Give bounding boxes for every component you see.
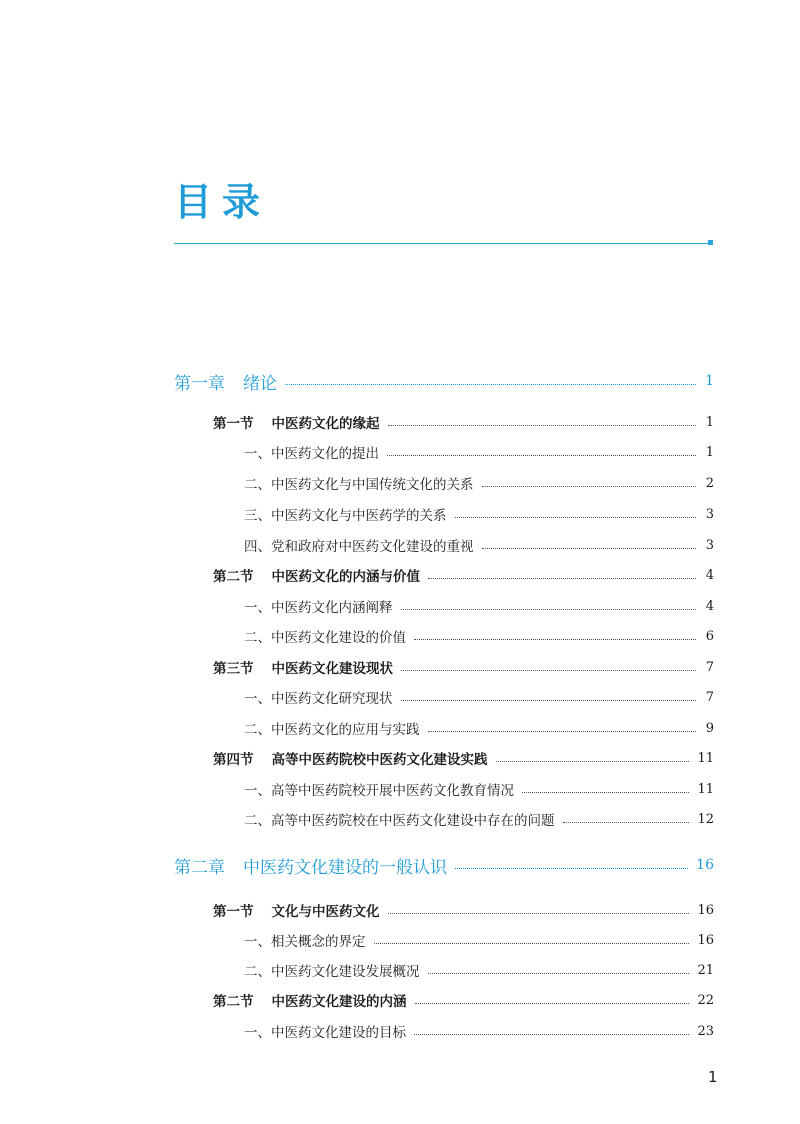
chapter-title: 中医药文化建设的一般认识 <box>243 857 447 878</box>
toc-page-number: 7 <box>705 689 714 705</box>
dot-leader <box>455 868 688 869</box>
toc-item-entry <box>244 471 714 495</box>
dot-leader <box>401 670 696 671</box>
dot-leader <box>414 639 696 640</box>
section-title: 中医药文化的内涵与价值 <box>271 569 420 585</box>
toc-page-number: 16 <box>697 902 714 918</box>
dot-leader <box>428 973 690 974</box>
section-number: 第一节 <box>213 904 254 920</box>
toc-item-entry <box>244 624 714 648</box>
toc-page-number: 2 <box>705 475 714 491</box>
toc-section-entry <box>213 563 714 587</box>
dot-leader <box>522 792 689 793</box>
toc-entry-label <box>213 990 407 1010</box>
toc-entry-label <box>174 853 447 878</box>
item-title: 二、中医药文化的应用与实践 <box>244 722 420 738</box>
toc-item-entry <box>244 1019 714 1043</box>
section-title: 中医药文化建设现状 <box>271 661 393 677</box>
toc-page-number: 16 <box>696 857 714 873</box>
item-title: 一、高等中医药院校开展中医药文化教育情况 <box>244 783 514 799</box>
item-title: 四、党和政府对中医药文化建设的重视 <box>244 539 474 555</box>
toc-page-number: 1 <box>705 444 714 460</box>
dot-leader <box>285 384 696 385</box>
toc-page-number: 1 <box>705 373 714 389</box>
toc-section-entry <box>213 655 714 679</box>
toc-entry-label <box>244 687 393 707</box>
toc-item-entry <box>244 958 714 982</box>
dot-leader <box>428 731 697 732</box>
dot-leader <box>482 486 697 487</box>
dot-leader <box>401 700 697 701</box>
chapter-title: 绪论 <box>243 373 277 394</box>
toc-section-entry <box>213 898 714 922</box>
item-title: 二、高等中医药院校在中医药文化建设中存在的问题 <box>244 813 555 829</box>
toc-entry-label <box>244 535 474 555</box>
section-number: 第四节 <box>213 752 254 768</box>
toc-page-number: 12 <box>697 811 714 827</box>
toc-item-entry <box>244 685 714 709</box>
toc-entry-label <box>244 809 555 829</box>
toc-item-entry <box>244 533 714 557</box>
section-title: 高等中医药院校中医药文化建设实践 <box>271 752 488 768</box>
dot-leader <box>496 761 690 762</box>
toc-page-number: 16 <box>697 932 714 948</box>
dot-leader <box>563 822 690 823</box>
item-title: 一、中医药文化内涵阐释 <box>244 600 393 616</box>
toc-entry-label <box>174 369 277 394</box>
dot-leader <box>415 1003 690 1004</box>
page-number: 1 <box>708 1068 718 1086</box>
toc-entry-label <box>244 596 393 616</box>
toc-page-number: 3 <box>705 506 714 522</box>
dot-leader <box>482 548 697 549</box>
toc-entry-label <box>244 473 474 493</box>
section-title: 中医药文化建设的内涵 <box>271 994 407 1010</box>
toc-page-number: 3 <box>705 537 714 553</box>
toc-page-number: 1 <box>705 414 714 430</box>
section-number: 第一节 <box>213 416 254 432</box>
toc-entry-label <box>213 900 380 920</box>
dot-leader <box>388 913 690 914</box>
toc-item-entry <box>244 928 714 952</box>
toc-page-number: 9 <box>705 720 714 736</box>
section-title: 文化与中医药文化 <box>271 904 380 920</box>
toc-item-entry <box>244 777 714 801</box>
dot-leader <box>455 517 697 518</box>
toc-item-entry <box>244 440 714 464</box>
toc-section-entry <box>213 410 714 434</box>
dot-leader <box>428 578 696 579</box>
toc-chapter-entry <box>174 853 714 877</box>
page-title: 目录 <box>174 180 271 224</box>
toc-section-entry <box>213 988 714 1012</box>
section-number: 第二节 <box>213 569 254 585</box>
toc-entry-label <box>213 748 488 768</box>
toc-entry-label <box>244 960 420 980</box>
toc-item-entry <box>244 594 714 618</box>
toc-entry-label <box>213 412 380 432</box>
section-title: 中医药文化的缘起 <box>271 416 380 432</box>
toc-item-entry <box>244 716 714 740</box>
toc-entry-label <box>244 779 514 799</box>
item-title: 二、中医药文化建设发展概况 <box>244 964 420 980</box>
toc-entry-label <box>213 657 393 677</box>
dot-leader <box>414 1034 689 1035</box>
dot-leader <box>387 455 696 456</box>
toc-item-entry <box>244 502 714 526</box>
dot-leader <box>401 609 697 610</box>
item-title: 一、中医药文化研究现状 <box>244 691 393 707</box>
toc-entry-label <box>244 442 379 462</box>
toc-chapter-entry <box>174 369 714 393</box>
toc-page-number: 21 <box>697 962 714 978</box>
section-number: 第三节 <box>213 661 254 677</box>
item-title: 二、中医药文化与中国传统文化的关系 <box>244 477 474 493</box>
toc-entry-label <box>244 504 447 524</box>
toc-page-number: 11 <box>697 750 714 766</box>
dot-leader <box>374 943 690 944</box>
toc-entry-label <box>244 1021 406 1041</box>
chapter-number: 第二章 <box>174 857 225 878</box>
toc-entry-label <box>213 565 420 585</box>
toc-page-number: 7 <box>705 659 714 675</box>
dot-leader <box>388 425 697 426</box>
toc-page-number: 6 <box>705 628 714 644</box>
toc-page-number: 23 <box>697 1023 714 1039</box>
chapter-number: 第一章 <box>174 373 225 394</box>
toc-page-number: 4 <box>705 567 714 583</box>
toc-item-entry <box>244 807 714 831</box>
item-title: 一、中医药文化的提出 <box>244 446 379 462</box>
item-title: 一、中医药文化建设的目标 <box>244 1025 406 1041</box>
toc-section-entry <box>213 746 714 770</box>
item-title: 三、中医药文化与中医药学的关系 <box>244 508 447 524</box>
section-number: 第二节 <box>213 994 254 1010</box>
item-title: 一、相关概念的界定 <box>244 934 366 950</box>
toc-page-number: 22 <box>697 992 714 1008</box>
toc-page-number: 11 <box>697 781 714 797</box>
item-title: 二、中医药文化建设的价值 <box>244 630 406 646</box>
toc-entry-label <box>244 718 420 738</box>
toc-page-number: 4 <box>705 598 714 614</box>
toc-entry-label <box>244 930 366 950</box>
toc-entry-label <box>244 626 406 646</box>
